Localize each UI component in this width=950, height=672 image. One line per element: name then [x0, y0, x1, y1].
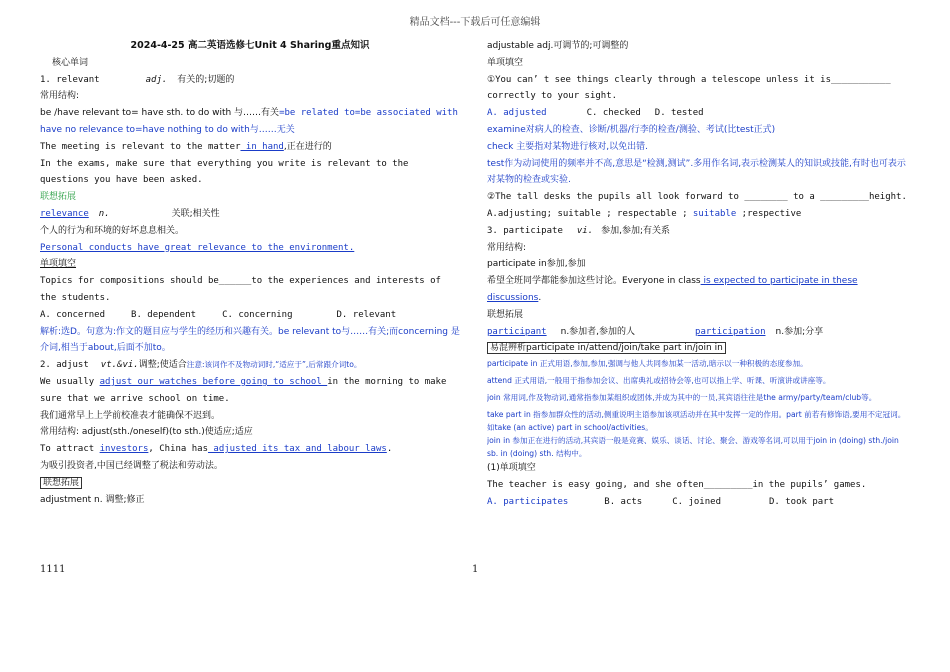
explain-join: join 常用词,作及物动词,通常指参加某组织或团体,并成为其中的一员,其宾语往往是the army/party/team/club等。 [487, 392, 877, 402]
option-d: D. took part [769, 496, 835, 507]
example-note: ,正在进行的 [283, 141, 332, 152]
word-family [487, 324, 907, 341]
section-confusing [487, 340, 907, 357]
word-head: 1. relevant [40, 74, 100, 85]
word-participant: participant [487, 326, 547, 337]
word-pos: vi. [576, 225, 594, 236]
word-meaning: 有关的;切题的 [177, 74, 235, 85]
note-test: test作为动词使用的频率并不高,意思是“检测,测试”.多用作名词,表示检测某人的知识或技能,有时也可表示对某物的检查或实验. [487, 158, 906, 186]
structure-blue: =be related to=be associated with [279, 108, 458, 119]
common-structure-label: 常用结构: [40, 91, 80, 102]
option-b: B. acts [604, 496, 643, 507]
option-answer: suitable [692, 208, 737, 219]
page-header: 精品文档---下载后可任意编辑 [409, 17, 541, 28]
example-underline: in hand [240, 141, 284, 152]
example-attract: To attract investors, China has adjusted its tax and labour laws. [40, 444, 393, 455]
example-usually: We usually adjust our watches before going to school in the morning to make sure that we arrive school on time. [40, 376, 447, 404]
option-c: C. joined [672, 496, 721, 507]
example-hope: 希望全班同学都能参加这些讨论。Everyone in class is expected to participate in these discussions. [487, 276, 858, 303]
explain-join-in: join in 参加正在进行的活动,其宾语一般是竞赛、娱乐、谈话、讨论、聚会、游戏等名词,可以用于join in (doing) sth./join sb. in (doing) sth. 结构中。 [487, 435, 899, 459]
word-pos: vt.&vi. [100, 360, 139, 371]
explain-participate-in: participate in 正式用语,参加,参加,强调与他人共同参加某一活动,暗示以一种积极的态度参加。 [487, 359, 808, 369]
section-single-choice: 单项填空 [40, 259, 77, 270]
explain-attend: attend 正式用语,一般用于指参加会议、出席典礼或招待会等,也可以指上学、听课、听演讲或讲座等。 [487, 375, 831, 385]
question-teacher: The teacher is easy going, and she often_________in the pupils’ games. [487, 480, 867, 491]
doc-title: 2024-4-25 高二英语选修七Unit 4 Sharing重点知识 [130, 40, 370, 51]
word-head: 3. participate [487, 225, 563, 236]
example-personal-cn: 个人的行为和环境的好坏息息相关。 [40, 225, 185, 236]
left-column [40, 38, 460, 508]
option-a: A. participates [487, 496, 569, 507]
example-meeting [40, 139, 460, 156]
word-pos: adj. [145, 74, 168, 85]
confusing-box: 易混辨析participate in/attend/join/take part in/join in [487, 342, 726, 354]
adjust-structure: 常用结构: adjust(sth./oneself)(to sth.)使适应;适应 [40, 427, 253, 438]
subsection-single-choice: (1)单项填空 [487, 463, 536, 474]
structure-no-relevance: have no relevance to=have nothing to do with与……无关 [40, 124, 295, 135]
word-relevance [40, 206, 460, 223]
section-expand: 联想拓展 [40, 475, 460, 492]
explain-take-part-in: take part in 指参加群众性的活动,侧重说明主语参加该项活动并在其中发挥一定的作用。part 前若有修饰语,要用不定冠词。如take (an active) part in school/activities。 [487, 409, 906, 432]
word-head: relevance [40, 208, 89, 219]
structure-line [40, 105, 460, 122]
option-c: C. concerning [222, 309, 293, 320]
example-underline: adjust our watches before going to school [99, 376, 328, 387]
example-underline: investors [99, 444, 149, 455]
page-number: 1 [472, 564, 479, 575]
example-text: The meeting is relevant to the matter [40, 141, 241, 152]
word-participant-meaning: n.参加者,参加的人 [560, 326, 636, 337]
question-desks: ②The tall desks the pupils all look forward to ________ to a _________height. [487, 192, 907, 203]
option-a: A. adjusted [487, 108, 547, 119]
word-meaning: 调整;使适合 [138, 360, 187, 371]
note-examine: examine对病人的检查、诊断/机器/行李的检查/测验、考试(比test正式) [487, 124, 776, 135]
word-adjustable: adjustable adj.可调节的;可调整的 [487, 41, 629, 51]
note-check: check 主要指对某物进行核对,以免出错. [487, 141, 648, 152]
example-attract-cn: 为吸引投资者,中国已经调整了税法和劳动法。 [40, 460, 223, 471]
option-c: C. checked [586, 108, 641, 119]
word-participation-meaning: n.参加;分享 [775, 326, 824, 337]
section-expand: 联想拓展 [487, 309, 524, 320]
analysis: 解析:选D。句意为:作文的题目应与学生的经历和兴趣有关。be relevant to与……有关;而concerning 是介词,相当于about,后面不加to。 [40, 326, 460, 354]
example-usually-cn: 我们通常早上上学前校准表才能确保不迟到。 [40, 410, 221, 421]
option-d: D. tested [654, 108, 704, 119]
word-head: 2. adjust [40, 360, 89, 371]
section-expand: 联想拓展 [40, 192, 77, 203]
right-column [487, 38, 907, 511]
section-single-choice: 单项填空 [487, 57, 524, 68]
word-pos: n. [98, 208, 110, 219]
word-meaning: 关联;相关性 [171, 208, 220, 219]
word-relevant [40, 72, 460, 89]
question-options: A.adjusting; suitable ; respectable ; suitable ;respective [487, 208, 802, 219]
example-exams: In the exams, make sure that everything you write is relevant to the questions you have been asked. [40, 158, 409, 186]
structure-text: be /have relevant to= have sth. to do with 与……有关 [40, 108, 280, 119]
structure-participate-in: participate in参加,参加 [487, 259, 586, 270]
question-options [40, 307, 460, 324]
word-adjust [40, 357, 460, 374]
option-b: B. dependent [131, 309, 197, 320]
example-underline: is expected to participate in these discussions [487, 276, 858, 303]
question-telescope: ①You can’ t see things clearly through a telescope unless it is___________ correctly to your sight. [487, 74, 891, 102]
word-meaning: 参加,参加;有关系 [601, 225, 671, 236]
question-options [487, 105, 907, 122]
option-a: A. concerned [40, 309, 106, 320]
word-participate [487, 223, 907, 240]
question-options [487, 494, 907, 511]
word-adjustment: adjustment n. 调整;修正 [40, 494, 145, 505]
word-note: 注意:该词作不及物动词时,“适应于”,后常跟介词to。 [186, 360, 362, 370]
example-personal-en: Personal conducts have great relevance to the environment. [40, 242, 355, 253]
common-structure-label: 常用结构: [487, 242, 527, 253]
footer-left-number: 1111 [40, 564, 66, 575]
example-underline: adjusted its tax and labour laws [208, 444, 387, 455]
word-participation: participation [695, 326, 766, 337]
section-core-words: 核心单词 [52, 57, 89, 68]
option-d: D. relevant [336, 309, 397, 320]
question-topics: Topics for compositions should be______to the experiences and interests of the students. [40, 276, 441, 303]
